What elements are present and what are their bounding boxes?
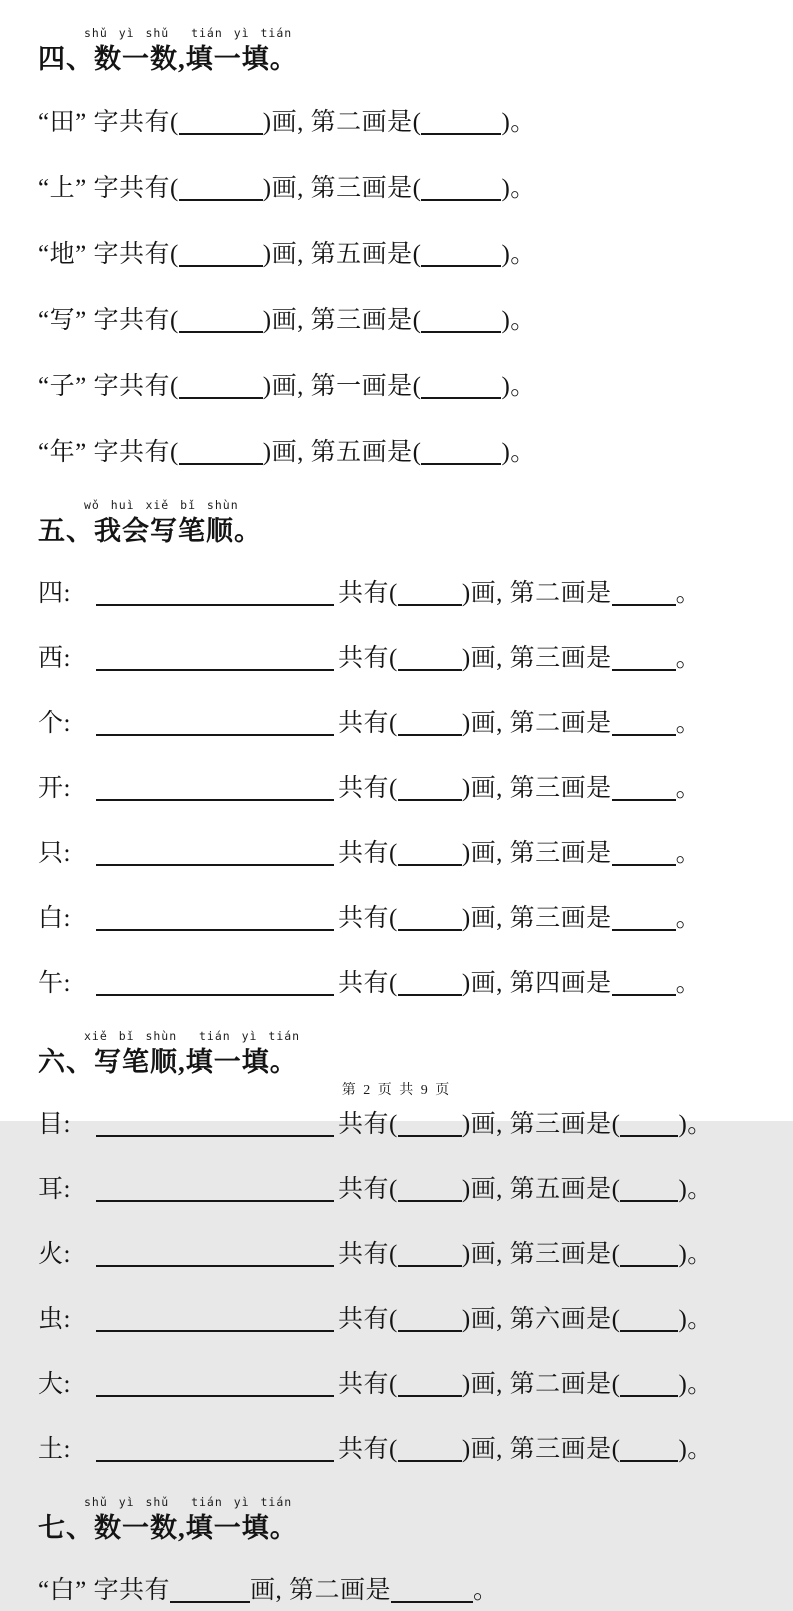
blank-stroke-count[interactable] [398,1305,462,1332]
blank-stroke-count[interactable] [398,969,462,996]
fill-row [38,366,753,407]
row-text: 共有( [338,710,398,737]
row-text: 。 [675,970,702,997]
pinyin-label: xiě bǐ shùn tián yì tián [84,1029,301,1043]
section-title: 六、写笔顺,填一填。 [38,1047,298,1077]
section-four [38,26,753,473]
character-label: 午: [38,970,71,997]
fill-row [38,1170,753,1210]
row-text: 共有( [338,905,398,932]
blank-stroke-count[interactable] [179,306,263,333]
row-text: “田” 字共有( [38,109,179,136]
row-text: )。 [501,175,536,202]
blank-stroke-count[interactable] [398,579,462,606]
blank-stroke-name[interactable] [421,108,501,135]
row-text: 共有( [338,645,398,672]
row-text: 。 [472,1577,499,1604]
row-text: )。 [678,1436,713,1463]
row-text: 。 [675,645,702,672]
blank-stroke-count[interactable] [398,709,462,736]
row-text: 共有( [338,1436,398,1463]
row-text: )。 [678,1111,713,1138]
row-text: )画, 第二画是( [461,1371,621,1398]
character-label: 火: [38,1241,71,1268]
section-title: 四、数一数,填一填。 [38,44,298,74]
character-label: 虫: [38,1306,71,1333]
blank-stroke-count[interactable] [398,1370,462,1397]
blank-stroke-name[interactable] [612,969,676,996]
row-text: )画, 第五画是( [262,439,422,466]
blank-stroke-order[interactable] [96,1370,334,1397]
section-four-heading [38,26,753,77]
blank-stroke-order[interactable] [96,644,334,671]
row-text: )。 [678,1241,713,1268]
row-text: “子” 字共有( [38,373,179,400]
character-label: 个: [38,710,71,737]
row-text: )。 [678,1371,713,1398]
row-text: 共有( [338,970,398,997]
character-label: 白: [38,905,71,932]
row-text: 共有( [338,1306,398,1333]
blank-stroke-name[interactable] [612,904,676,931]
row-text: 共有( [338,1111,398,1138]
fill-row [38,899,753,939]
blank-stroke-count[interactable] [398,644,462,671]
section-seven [38,1495,753,1611]
blank-stroke-name[interactable] [421,240,501,267]
fill-row [38,1571,753,1611]
fill-row [38,1235,753,1275]
row-text: )。 [501,439,536,466]
fill-row [38,574,753,614]
blank-stroke-name[interactable] [421,372,501,399]
blank-stroke-count[interactable] [398,1435,462,1462]
blank-stroke-count[interactable] [398,904,462,931]
pinyin-label: wǒ huì xiě bǐ shùn [84,498,239,512]
row-text: 共有( [338,580,398,607]
blank-stroke-name[interactable] [612,709,676,736]
blank-stroke-name[interactable] [391,1576,473,1603]
row-text: )画, 第三画是( [262,307,422,334]
row-text: )画, 第三画是( [262,175,422,202]
fill-row [38,234,753,275]
row-text: 。 [675,580,702,607]
row-text: )。 [501,109,536,136]
section-five-heading [38,498,753,549]
blank-stroke-count[interactable] [398,839,462,866]
page-number: 第 2 页 共 9 页 [341,1083,452,1098]
row-text: )画, 第三画是 [461,840,612,867]
row-text: 共有( [338,840,398,867]
row-text: )画, 第三画是( [461,1436,621,1463]
blank-stroke-count[interactable] [398,1175,462,1202]
blank-stroke-count[interactable] [179,438,263,465]
row-text: “上” 字共有( [38,175,179,202]
blank-stroke-order[interactable] [96,1110,334,1137]
blank-stroke-count[interactable] [179,372,263,399]
blank-stroke-name[interactable] [620,1370,678,1397]
row-text: 。 [675,905,702,932]
section-six-heading [38,1029,753,1080]
character-label: 目: [38,1111,71,1138]
blank-stroke-count[interactable] [170,1576,250,1603]
blank-stroke-order[interactable] [96,1240,334,1267]
blank-stroke-name[interactable] [421,174,501,201]
character-label: 大: [38,1371,71,1398]
row-text: )。 [501,307,536,334]
fill-row [38,432,753,473]
row-text: “白” 字共有 [38,1577,170,1604]
blank-stroke-order[interactable] [96,579,334,606]
row-text: )画, 第三画是 [461,775,612,802]
fill-row [38,1430,753,1470]
blank-stroke-name[interactable] [620,1240,678,1267]
blank-stroke-count[interactable] [398,774,462,801]
blank-stroke-name[interactable] [620,1435,678,1462]
section-seven-heading [38,1495,753,1546]
row-text: )画, 第四画是 [461,970,612,997]
row-text: )。 [678,1306,713,1333]
blank-stroke-name[interactable] [421,438,501,465]
row-text: )。 [501,373,536,400]
fill-row [38,300,753,341]
character-label: 只: [38,840,71,867]
row-text: )画, 第三画是 [461,905,612,932]
blank-stroke-order[interactable] [96,1435,334,1462]
pinyin-label: shǔ yì shǔ tián yì tián [84,1495,293,1509]
blank-stroke-name[interactable] [612,644,676,671]
row-text: 共有( [338,1371,398,1398]
row-text: )画, 第二画是 [461,710,612,737]
blank-stroke-order[interactable] [96,1305,334,1332]
blank-stroke-name[interactable] [612,774,676,801]
blank-stroke-name[interactable] [620,1110,678,1137]
row-text: )画, 第五画是( [262,241,422,268]
row-text: )画, 第六画是( [461,1306,621,1333]
row-text: 画, 第二画是 [249,1577,391,1604]
blank-stroke-order[interactable] [96,969,334,996]
row-text: 共有( [338,775,398,802]
blank-stroke-name[interactable] [620,1305,678,1332]
blank-stroke-order[interactable] [96,709,334,736]
blank-stroke-count[interactable] [179,240,263,267]
row-text: 。 [675,710,702,737]
character-label: 四: [38,580,71,607]
row-text: )画, 第三画是 [461,645,612,672]
fill-row [38,964,753,1004]
blank-stroke-name[interactable] [620,1175,678,1202]
section-title: 五、我会写笔顺。 [38,516,262,546]
blank-stroke-count[interactable] [179,108,263,135]
row-text: )画, 第二画是 [461,580,612,607]
row-text: 共有( [338,1176,398,1203]
row-text: )。 [678,1176,713,1203]
blank-stroke-order[interactable] [96,1175,334,1202]
fill-row [38,639,753,679]
blank-stroke-count[interactable] [398,1110,462,1137]
character-label: 耳: [38,1176,71,1203]
character-label: 开: [38,775,71,802]
blank-stroke-order[interactable] [96,774,334,801]
blank-stroke-count[interactable] [398,1240,462,1267]
character-label: 土: [38,1436,71,1463]
row-text: )画, 第三画是( [461,1111,621,1138]
row-text: 共有( [338,1241,398,1268]
section-title: 七、数一数,填一填。 [38,1513,298,1543]
row-text: 。 [675,840,702,867]
fill-row [38,704,753,744]
row-text: )画, 第五画是( [461,1176,621,1203]
blank-stroke-name[interactable] [612,839,676,866]
pinyin-label: shǔ yì shǔ tián yì tián [84,26,293,40]
row-text: )画, 第二画是( [262,109,422,136]
fill-row [38,1105,753,1145]
blank-stroke-order[interactable] [96,839,334,866]
row-text: )画, 第一画是( [262,373,422,400]
character-label: 西: [38,645,71,672]
row-text: )画, 第三画是( [461,1241,621,1268]
row-text: “写” 字共有( [38,307,179,334]
row-text: “年” 字共有( [38,439,179,466]
row-text: “地” 字共有( [38,241,179,268]
blank-stroke-name[interactable] [612,579,676,606]
blank-stroke-order[interactable] [96,904,334,931]
section-five [38,498,753,1004]
fill-row [38,769,753,809]
fill-row [38,1300,753,1340]
fill-row [38,168,753,209]
row-text: )。 [501,241,536,268]
fill-row [38,1365,753,1405]
blank-stroke-count[interactable] [179,174,263,201]
row-text: 。 [675,775,702,802]
blank-stroke-name[interactable] [421,306,501,333]
fill-row [38,102,753,143]
fill-row [38,834,753,874]
